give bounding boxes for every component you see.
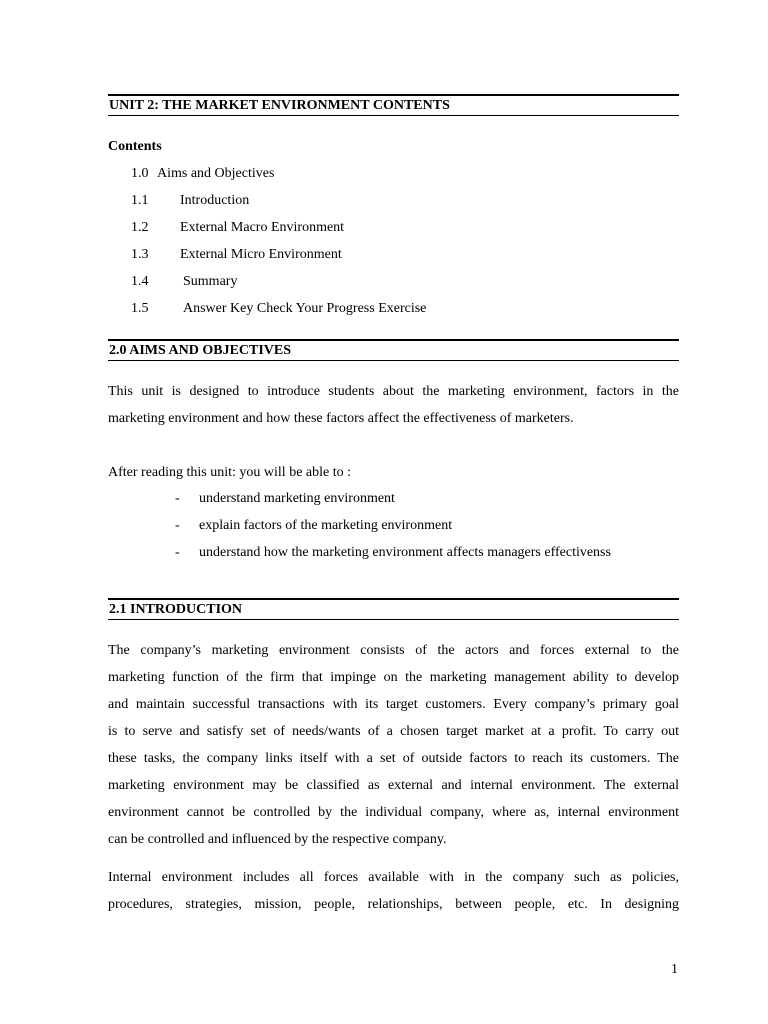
bullet-text: understand marketing environment: [199, 491, 395, 506]
toc-item-label: Introduction: [180, 193, 250, 208]
after-reading-text: After reading this unit: you will be able to :: [108, 465, 352, 480]
paragraph-line: Internal environment includes all forces available with in the company such as policies,: [108, 870, 679, 885]
paragraph-line: and maintain successful transactions with its target customers. Every company’s primary goal: [108, 697, 679, 712]
toc-item-1-1: [131, 192, 249, 210]
toc-item-number: 1.5: [131, 301, 149, 316]
paragraph-line: procedures, strategies, mission, people, relationships, between people, etc. In designing: [108, 897, 679, 912]
page-number: 1: [671, 962, 678, 977]
toc-item-number: 1.3: [131, 247, 149, 262]
bullet-text: understand how the marketing environment affects managers effectivenss: [199, 545, 611, 560]
objective-bullet-1: [175, 490, 395, 508]
paragraph-line: can be controlled and influenced by the respective company.: [108, 832, 447, 847]
paragraph-line: these tasks, the company links itself with a set of outside factors to reach its customers. The: [108, 751, 679, 766]
paragraph-line: is to serve and satisfy set of needs/wants of a chosen target market at a profit. To carry out: [108, 724, 679, 739]
toc-item-1-3: [131, 246, 342, 264]
introduction-heading: 2.1 INTRODUCTION: [108, 598, 679, 620]
toc-item-number: 1.4: [131, 274, 149, 289]
paragraph-line: marketing environment may be classified as external and internal environment. The external: [108, 778, 679, 793]
toc-item-label: Aims and Objectives: [157, 166, 275, 181]
toc-item-number: 1.2: [131, 220, 149, 235]
paragraph-line: environment cannot be controlled by the individual company, where as, internal environment: [108, 805, 679, 820]
objective-bullet-3: [175, 544, 611, 562]
toc-item-label: External Macro Environment: [180, 220, 345, 235]
introduction-paragraph-1: [108, 642, 679, 858]
toc-item-number: 1.1: [131, 193, 149, 208]
introduction-paragraph-2: [108, 869, 679, 923]
bullet-marker: -: [175, 518, 180, 533]
bullet-text: explain factors of the marketing environment: [199, 518, 453, 533]
bullet-marker: -: [175, 491, 180, 506]
bullet-marker: -: [175, 545, 180, 560]
paragraph-line: marketing environment and how these factors affect the effectiveness of marketers.: [108, 411, 574, 426]
toc-item-number: 1.0: [131, 166, 149, 181]
unit-heading: UNIT 2: THE MARKET ENVIRONMENT CONTENTS: [108, 94, 679, 116]
toc-item-1-2: [131, 219, 344, 237]
paragraph-line: marketing function of the firm that impinge on the marketing management ability to develop: [108, 670, 679, 685]
aims-paragraph: [108, 383, 679, 437]
toc-item-1-0: [131, 165, 274, 183]
objective-bullet-2: [175, 517, 452, 535]
aims-heading: 2.0 AIMS AND OBJECTIVES: [108, 339, 679, 361]
paragraph-line: The company’s marketing environment consists of the actors and forces external to the: [108, 643, 679, 658]
toc-item-label: External Micro Environment: [180, 247, 342, 262]
toc-item-1-5: [131, 300, 426, 318]
contents-title: Contents: [108, 139, 162, 154]
paragraph-line: This unit is designed to introduce students about the marketing environment, factors in the: [108, 384, 679, 399]
toc-item-label: Answer Key Check Your Progress Exercise: [183, 301, 427, 316]
toc-item-1-4: [131, 273, 237, 291]
toc-item-label: Summary: [183, 274, 238, 289]
